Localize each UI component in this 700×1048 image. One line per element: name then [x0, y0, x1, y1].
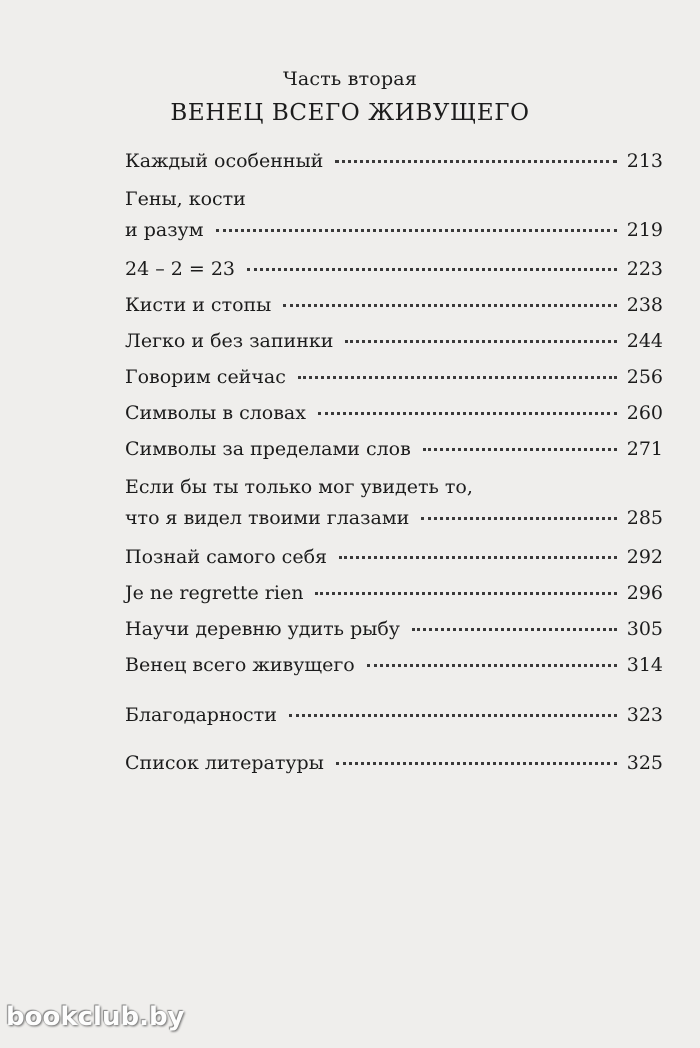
- toc-entry-page: 292: [626, 546, 663, 568]
- toc-entry-page: 260: [626, 402, 663, 424]
- toc-entry: [125, 150, 663, 173]
- toc-entry: [125, 704, 663, 727]
- section-title: ВЕНЕЦ ВСЕГО ЖИВУЩЕГО: [170, 100, 530, 126]
- dot-leader: [345, 339, 616, 343]
- dot-leader: [216, 228, 617, 232]
- toc-entry-page: 238: [626, 294, 663, 316]
- toc-entry-title-line1: Гены, кости: [125, 188, 246, 210]
- dot-leader: [421, 516, 616, 520]
- toc-entry-title: Список литературы: [125, 752, 324, 774]
- dot-leader: [423, 447, 617, 451]
- toc-entry-page: 305: [626, 618, 663, 640]
- toc-entry-page: 271: [626, 438, 663, 460]
- toc-entry: [125, 618, 663, 641]
- dot-leader: [339, 555, 617, 559]
- toc-entry: [125, 294, 663, 317]
- watermark-logo: bookclub.by: [6, 1002, 185, 1032]
- dot-leader: [289, 713, 617, 717]
- toc-entry: [125, 402, 663, 425]
- toc-entry: [125, 752, 663, 775]
- dot-leader: [336, 761, 617, 765]
- part-label: Часть вторая: [282, 68, 418, 90]
- toc-entry-title: Символы за пределами слов: [125, 438, 411, 460]
- toc-entry-title: Познай самого себя: [125, 546, 327, 568]
- toc-entry-title: что я видел твоими глазами: [125, 507, 410, 529]
- toc-entry-page: 323: [626, 704, 663, 726]
- toc-entry: [125, 188, 663, 242]
- toc-entry-title: Каждый особенный: [125, 150, 324, 172]
- toc-entry-title: Венец всего живущего: [125, 654, 355, 676]
- toc-entry-page: 325: [626, 752, 663, 774]
- toc-entry: [125, 366, 663, 389]
- toc-entry-title: Символы в словах: [125, 402, 306, 424]
- toc-entry-title: Легко и без запинки: [125, 330, 334, 352]
- dot-leader: [315, 591, 616, 595]
- toc-entry: [125, 654, 663, 677]
- toc-entry-page: 244: [626, 330, 663, 352]
- toc-entry-title: 24 – 2 = 23: [125, 258, 236, 280]
- toc-entry-title: Благодарности: [125, 704, 277, 726]
- toc-entry-page: 256: [626, 366, 663, 388]
- dot-leader: [412, 627, 617, 631]
- dot-leader: [335, 159, 616, 163]
- dot-leader: [283, 303, 616, 307]
- toc-entry: [125, 582, 663, 605]
- toc-entry-page: 213: [626, 150, 663, 172]
- toc-entry-title: и разум: [125, 219, 204, 241]
- toc-entry-title-line1: Если бы ты только мог увидеть то,: [125, 476, 473, 498]
- toc-entry-page: 223: [626, 258, 663, 280]
- toc-entry-title: Je ne regrette rien: [125, 582, 304, 604]
- toc-entry: [125, 476, 663, 530]
- dot-leader: [367, 663, 617, 667]
- toc-entry: [125, 438, 663, 461]
- toc-entry-title: Научи деревню удить рыбу: [125, 618, 400, 640]
- toc-entry-page: 219: [626, 219, 663, 241]
- toc-entry: [125, 330, 663, 353]
- toc-entry-page: 296: [626, 582, 663, 604]
- toc-entry: [125, 258, 663, 281]
- dot-leader: [318, 411, 617, 415]
- toc-entry-title: Говорим сейчас: [125, 366, 286, 388]
- toc-entry-page: 285: [626, 507, 663, 529]
- toc-entry-title: Кисти и стопы: [125, 294, 272, 316]
- dot-leader: [247, 267, 617, 271]
- toc-entry: [125, 546, 663, 569]
- toc-entry-page: 314: [626, 654, 663, 676]
- dot-leader: [298, 375, 617, 379]
